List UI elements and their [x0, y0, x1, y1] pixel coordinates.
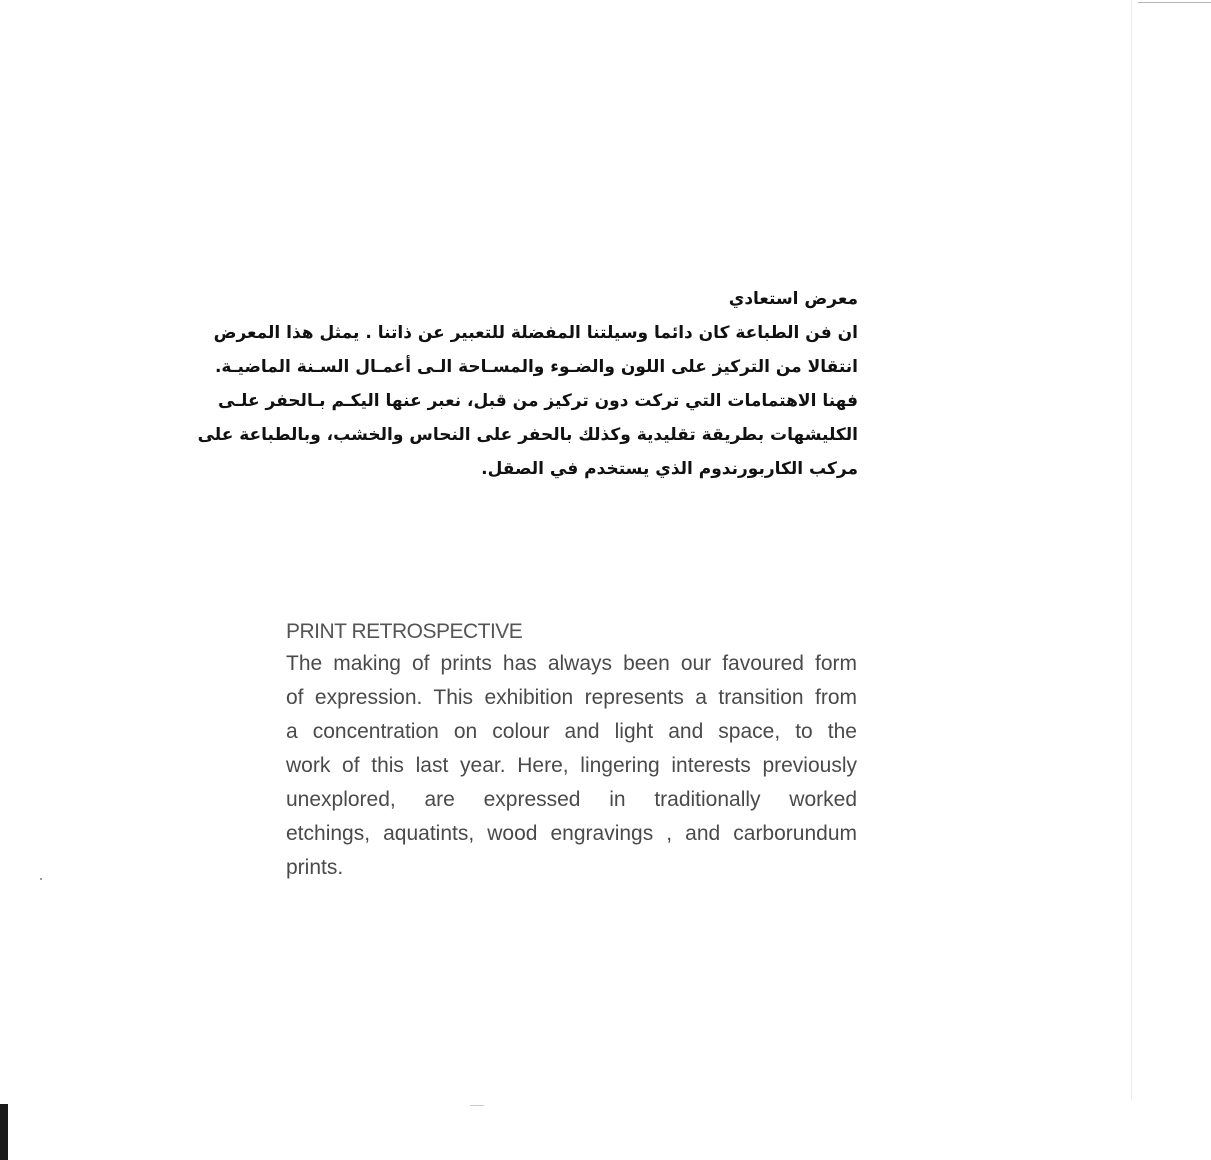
page-edge [1131, 0, 1132, 1100]
english-paragraph-line: The making of prints has always been our favoured form [286, 652, 857, 675]
binding-mark [0, 1104, 8, 1160]
arabic-title: معرض استعادي [728, 289, 858, 309]
arabic-paragraph-line: مركب الكاربورندوم الذي يستخدم في الصقل. [481, 459, 858, 479]
edge-mark [1138, 2, 1211, 3]
english-paragraph-line: prints. [286, 856, 344, 879]
english-text-block [286, 617, 857, 885]
english-title: PRINT RETROSPECTIVE [286, 620, 523, 643]
arabic-paragraph-line: ان فن الطباعة كان دائما وسيلتنا المفضلة للتعبير عن ذاتنا . يمثل هذا المعرض [213, 323, 858, 343]
scan-speck [40, 878, 42, 880]
english-paragraph-line: etchings, aquatints, wood engravings , and carborundum [286, 822, 857, 845]
arabic-paragraph-line: فهنا الاهتمامات التي تركت دون تركيز من قبل، نعبر عنها اليكـم بـالحفر علـى [218, 391, 858, 411]
english-paragraph-line: a concentration on colour and light and space, to the [286, 720, 857, 743]
arabic-paragraph-line: الكليشهات بطريقة تقليدية وكذلك بالحفر على النحاس والخشب، وبالطباعة على [197, 425, 858, 445]
arabic-paragraph-line: انتقالا من التركيز على اللون والضـوء والمسـاحة الـى أعمـال السـنة الماضيـة. [214, 357, 858, 377]
arabic-text-block [197, 282, 858, 486]
english-paragraph-line: unexplored, are expressed in traditionally worked [286, 788, 857, 811]
english-paragraph-line: work of this last year. Here, lingering interests previously [286, 754, 857, 777]
english-paragraph-line: of expression. This exhibition represents a transition from [286, 686, 857, 709]
scan-speck [470, 1105, 484, 1106]
